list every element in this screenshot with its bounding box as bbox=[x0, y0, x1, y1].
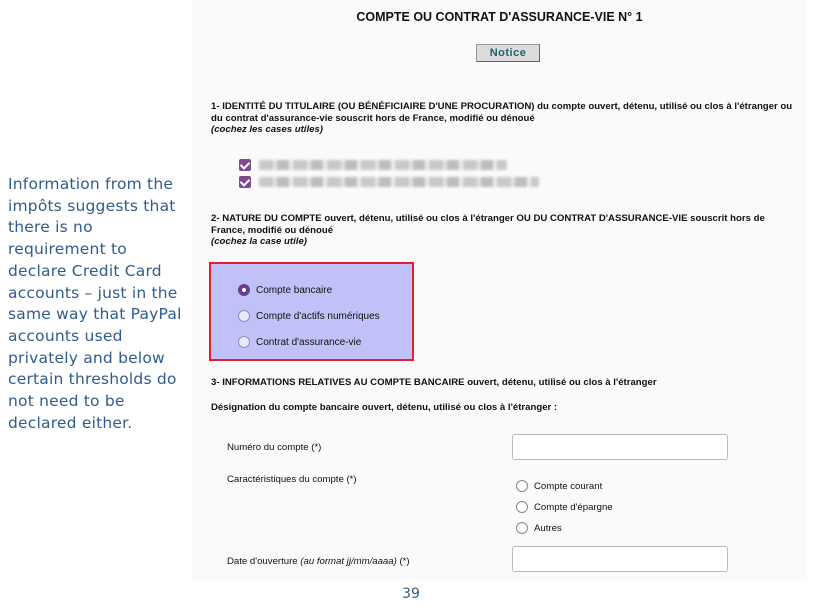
account-type-bank-label: Compte bancaire bbox=[256, 284, 333, 296]
declaration-form bbox=[192, 0, 807, 580]
section1-header bbox=[211, 101, 799, 136]
account-type-life-insurance-label: Contrat d'assurance-vie bbox=[256, 336, 362, 348]
account-number-input[interactable] bbox=[512, 434, 728, 460]
section2-header bbox=[211, 213, 799, 248]
section2-text-a: ouvert, détenu, utilisé ou clos à l'étranger bbox=[321, 213, 517, 224]
opening-date-format-hint: (au format jj/mm/aaaa) bbox=[300, 556, 397, 567]
account-type-digital-radio[interactable] bbox=[238, 310, 250, 322]
characteristic-current-radio[interactable] bbox=[516, 480, 528, 492]
characteristic-savings-radio[interactable] bbox=[516, 501, 528, 513]
opening-date-required-mark: (*) bbox=[396, 556, 410, 567]
opening-date-label-text: Date d'ouverture bbox=[227, 556, 301, 567]
account-type-option-bank[interactable] bbox=[238, 284, 332, 296]
account-type-digital-label: Compte d'actifs numériques bbox=[256, 310, 380, 322]
account-characteristics-label: Caractéristiques du compte (*) bbox=[227, 474, 357, 485]
notice-button[interactable]: Notice bbox=[476, 44, 540, 62]
account-number-label: Numéro du compte (*) bbox=[227, 442, 322, 453]
section3-text: ouvert, détenu, utilisé ou clos à l'étranger bbox=[464, 377, 657, 388]
designation-text: Désignation du compte bancaire ouvert, détenu, utilisé ou clos à l'étranger : bbox=[211, 402, 558, 413]
section3-heading: 3- INFORMATIONS RELATIVES AU COMPTE BANCAIRE bbox=[211, 377, 465, 388]
characteristic-other-radio[interactable] bbox=[516, 522, 528, 534]
characteristic-other-label: Autres bbox=[534, 522, 562, 534]
section2-hint: (cochez la case utile) bbox=[211, 236, 307, 248]
holder-checkbox-list bbox=[239, 156, 539, 190]
characteristic-option-savings[interactable] bbox=[516, 501, 613, 513]
characteristic-savings-label: Compte d'épargne bbox=[534, 501, 613, 513]
account-type-life-insurance-radio[interactable] bbox=[238, 336, 250, 348]
form-title: COMPTE OU CONTRAT D'ASSURANCE-VIE N° 1 bbox=[356, 10, 643, 24]
section1-hint: (cochez les cases utiles) bbox=[211, 124, 323, 136]
holder-2-checkbox[interactable] bbox=[239, 176, 251, 188]
page-number: 39 bbox=[402, 586, 420, 602]
account-type-highlight-box bbox=[209, 262, 414, 361]
redacted-holder-name-2 bbox=[259, 177, 539, 187]
opening-date-input[interactable] bbox=[512, 546, 728, 572]
redacted-holder-name-1 bbox=[259, 160, 507, 170]
section2-heading-b: OU DU CONTRAT D'ASSURANCE-VIE bbox=[516, 213, 688, 224]
account-type-option-digital[interactable] bbox=[238, 310, 380, 322]
opening-date-label bbox=[227, 556, 410, 567]
holder-1-checkbox[interactable] bbox=[239, 159, 251, 171]
holder-row-1 bbox=[239, 156, 539, 173]
account-type-option-life-insurance[interactable] bbox=[238, 336, 361, 348]
section1-text: du compte ouvert, détenu, utilisé ou clos à l'étranger ou du contrat d'assurance-vie souscrit hors de France, modifié ou dénoué bbox=[211, 101, 793, 124]
sidenote-text: Information from the impôts suggests that there is no requirement to declare Credit Card accounts – just in the same way that PayPal accounts used privately and below certain thresholds do not need to be declared either. bbox=[8, 175, 182, 432]
section2-heading: 2- NATURE DU COMPTE bbox=[211, 213, 322, 224]
characteristic-option-other[interactable] bbox=[516, 522, 562, 534]
section1-heading: 1- IDENTITÉ DU TITULAIRE (OU BÉNÉFICIAIRE D'UNE PROCURATION) bbox=[211, 101, 535, 112]
section2-text-b: souscrit hors de France, modifié ou dénoué bbox=[211, 213, 765, 236]
characteristic-current-label: Compte courant bbox=[534, 480, 603, 492]
characteristic-option-current[interactable] bbox=[516, 480, 602, 492]
section3-designation bbox=[211, 402, 799, 414]
account-type-bank-radio[interactable] bbox=[238, 284, 250, 296]
section3-header bbox=[211, 377, 799, 389]
holder-row-2 bbox=[239, 173, 539, 190]
